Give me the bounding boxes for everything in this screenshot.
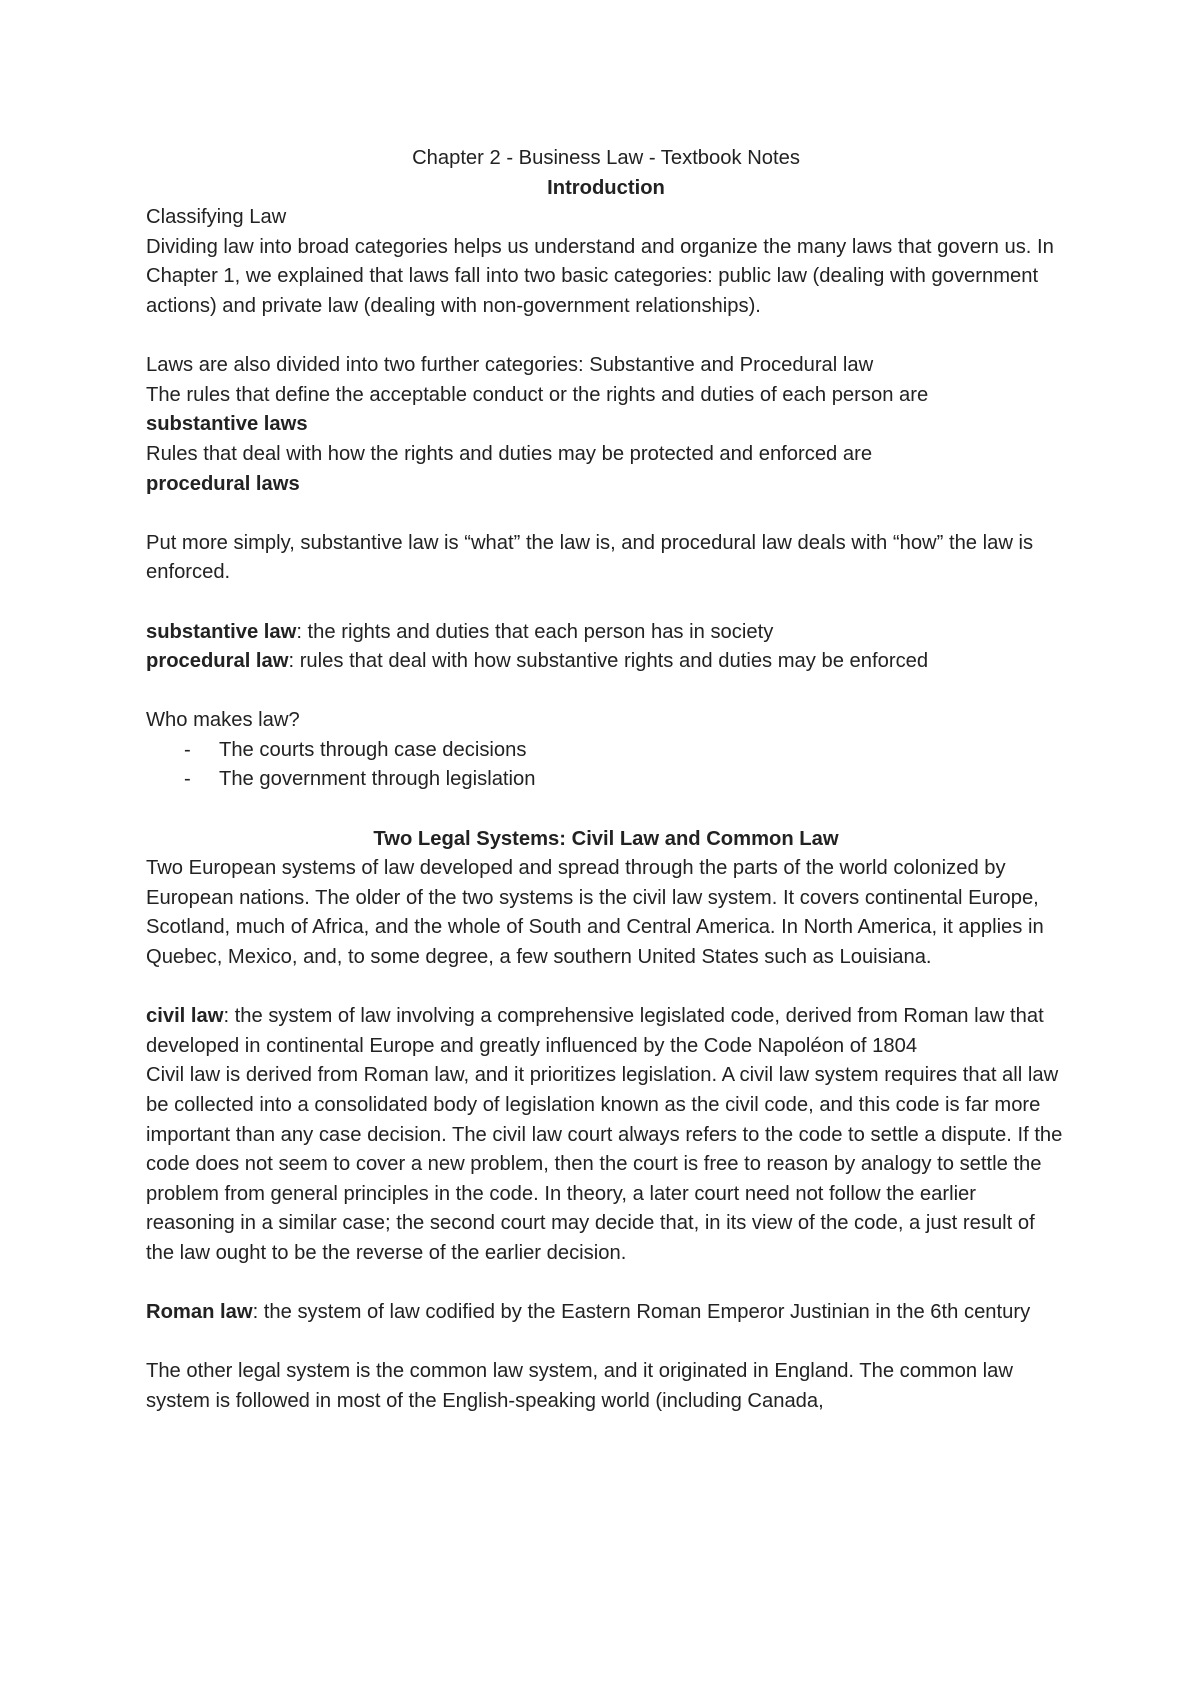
subheading-classifying-law: Classifying Law (146, 206, 287, 229)
section-heading-two-legal-systems: Two Legal Systems: Civil Law and Common Law (373, 827, 839, 850)
term-substantive-laws: substantive laws (146, 413, 308, 436)
definition-term: civil law (146, 1005, 224, 1028)
definition-text: : rules that deal with how substantive rights and duties may be enforced (288, 650, 929, 673)
list-item (146, 736, 1066, 766)
blank-line (146, 677, 1066, 707)
paragraph-substantive-intro: The rules that define the acceptable conduct or the rights and duties of each person are (146, 383, 929, 406)
section-heading-introduction: Introduction (547, 176, 665, 199)
bullet-dash: - (184, 738, 191, 761)
definition-text: : the system of law involving a comprehensive legislated code, derived from Roman law that developed in continental Europe and greatly influenced by the Code Napoléon of 1804 (146, 1005, 1044, 1057)
definition-term: substantive law (146, 620, 297, 643)
paragraph-simply: Put more simply, substantive law is “what” the law is, and procedural law deals with “how” the law is enforced. (146, 531, 1034, 584)
definition-civil-law (146, 1002, 1066, 1061)
list-item (146, 765, 1066, 795)
definition-text: : the system of law codified by the Eastern Roman Emperor Justinian in the 6th century (252, 1301, 1031, 1324)
blank-line (146, 973, 1066, 1003)
list-item-text: The government through legislation (219, 768, 536, 791)
paragraph-civil-law: Civil law is derived from Roman law, and it prioritizes legislation. A civil law system requires that all law be collected into a consolidated body of legislation known as the civil code, and this code is far more important than any case decision. The civil law court always refers to the code to settle a dispute. If the code does not seem to cover a new problem, then the court is free to reason by analogy to settle the problem from general principles in the code. In theory, a later court need not follow the earlier reasoning in a similar case; the second court may decide that, in its view of the code, a just result of the law ought to be the reverse of the earlier decision. (146, 1064, 1063, 1264)
blank-line (146, 1328, 1066, 1358)
document-title: Chapter 2 - Business Law - Textbook Notes (412, 147, 800, 169)
question-who-makes-law: Who makes law? (146, 709, 300, 732)
paragraph-further-categories: Laws are also divided into two further categories: Substantive and Procedural law (146, 354, 874, 377)
blank-line (146, 1269, 1066, 1299)
term-procedural-laws: procedural laws (146, 472, 300, 495)
list-item-text: The courts through case decisions (219, 738, 527, 761)
bullet-dash: - (184, 768, 191, 791)
paragraph-common-law: The other legal system is the common law system, and it originated in England. The common law system is followed in most of the English-speaking world (including Canada, (146, 1360, 1013, 1412)
definition-roman-law (146, 1298, 1066, 1328)
definition-procedural-law (146, 647, 1066, 677)
blank-line (146, 795, 1066, 825)
paragraph-procedural-intro: Rules that deal with how the rights and duties may be protected and enforced are (146, 442, 873, 465)
document-page (146, 144, 1066, 1417)
blank-line (146, 588, 1066, 618)
paragraph-two-systems: Two European systems of law developed and spread through the parts of the world colonized by European nations. The older of the two systems is the civil law system. It covers continental Europe, Scotland, much of Africa, and the whole of South and Central America. In North America, it applies in Quebec, Mexico, and, to some degree, a few southern United States such as Louisiana. (146, 857, 1044, 969)
definition-term: Roman law (146, 1301, 253, 1324)
definition-text: : the rights and duties that each person has in society (296, 620, 774, 643)
blank-line (146, 499, 1066, 529)
definition-substantive-law (146, 618, 1066, 648)
law-makers-list (146, 736, 1066, 795)
definition-term: procedural law (146, 650, 289, 673)
blank-line (146, 322, 1066, 352)
paragraph-classifying: Dividing law into broad categories helps us understand and organize the many laws that govern us. In Chapter 1, we explained that laws fall into two basic categories: public law (dealing with government actions) and private law (dealing with non-government relationships). (146, 235, 1054, 317)
